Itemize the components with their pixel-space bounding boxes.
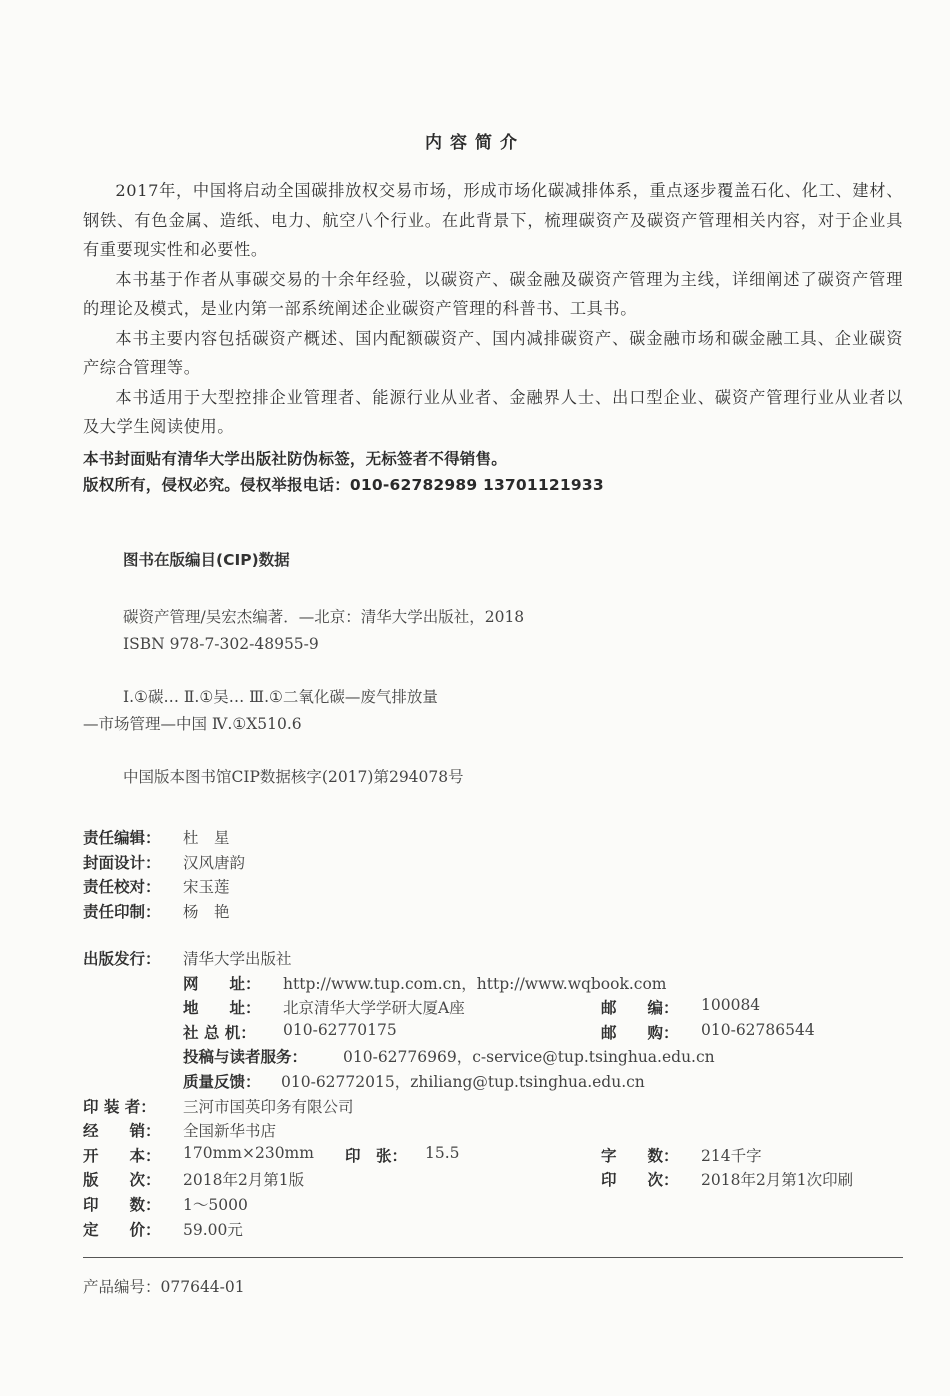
printer-label: 印 装 者： — [83, 1097, 156, 1116]
format-row — [83, 1144, 913, 1169]
distributor-value: 全国新华书店 — [183, 1122, 277, 1141]
website-label: 网 址： — [183, 974, 261, 993]
summary-title: 内容简介 — [425, 133, 525, 153]
cip-class-line: Ⅰ.①碳… Ⅱ.①吴… Ⅲ.①二氧化碳—废气排放量 — [123, 688, 438, 706]
copyright-notice — [83, 446, 903, 498]
staff-value: 杜 星 — [183, 829, 230, 847]
cip-main-line: 碳资产管理/吴宏杰编著．—北京：清华大学出版社，2018 — [123, 608, 525, 626]
postcode-label: 邮 编： — [601, 999, 679, 1018]
print-run-row — [83, 1193, 913, 1218]
price-label: 定 价： — [83, 1220, 161, 1239]
service-row — [83, 1045, 913, 1070]
cip-class-line: —市场管理—中国 Ⅳ.①X510.6 — [83, 715, 302, 733]
website-row — [83, 972, 913, 997]
summary-paragraph: 本书基于作者从事碳交易的十余年经验，以碳资产、碳金融及碳资产管理为主线，详细阐述了碳资产管理的理论及模式，是业内第一部系统阐述企业碳资产管理的科普书、工具书。 — [83, 269, 903, 318]
impression-value: 2018年2月第1次印刷 — [701, 1171, 854, 1190]
summary-paragraph: 2017年，中国将启动全国碳排放权交易市场，形成市场化碳减排体系，重点逐步覆盖石化、化工、建材、钢铁、有色金属、造纸、电力、航空八个行业。在此背景下，梳理碳资产及碳资产管理相关内容，对于企业具有重要现实性和必要性。 — [83, 181, 903, 259]
anti-counterfeit-notice: 本书封面贴有清华大学出版社防伪标签，无标签者不得销售。 — [83, 450, 507, 468]
divider — [83, 1257, 903, 1258]
cip-number: 中国版本图书馆CIP数据核字(2017)第294078号 — [123, 768, 464, 786]
publisher-row — [83, 947, 913, 972]
staff-value: 宋玉莲 — [183, 878, 230, 897]
staff-row — [83, 875, 245, 900]
mail-order-value: 010-62786544 — [701, 1020, 815, 1039]
impression-label: 印 次： — [601, 1171, 679, 1190]
staff-label: 封面设计： — [83, 853, 161, 872]
staff-credits — [83, 826, 245, 924]
feedback-row — [83, 1070, 913, 1095]
product-number: 产品编号：077644-01 — [83, 1278, 245, 1296]
infringement-hotline: 版权所有，侵权必究。侵权举报电话：010-62782989 13701121933 — [83, 476, 604, 494]
word-count-label: 字 数： — [601, 1146, 679, 1165]
printer-row — [83, 1095, 913, 1120]
price-value: 59.00元 — [183, 1220, 243, 1239]
cip-isbn: ISBN 978-7-302-48955-9 — [123, 635, 319, 653]
staff-row — [83, 900, 245, 925]
address-value: 北京清华大学学研大厦A座 — [283, 999, 465, 1018]
service-label: 投稿与读者服务： — [183, 1048, 308, 1067]
edition-value: 2018年2月第1版 — [183, 1171, 305, 1190]
address-row — [83, 996, 913, 1021]
sheets-label: 印 张： — [345, 1146, 408, 1165]
price-row — [83, 1218, 913, 1243]
cip-heading: 图书在版编目(CIP)数据 — [123, 551, 290, 569]
staff-label: 责任印制： — [83, 902, 161, 921]
publisher-name: 清华大学出版社 — [183, 950, 292, 968]
switchboard-label: 社 总 机： — [183, 1023, 256, 1042]
cip-classification — [83, 684, 438, 738]
cip-record — [123, 604, 524, 658]
word-count-value: 214千字 — [701, 1146, 762, 1165]
print-run-value: 1～5000 — [183, 1195, 248, 1214]
postcode-value: 100084 — [701, 996, 761, 1015]
distributor-row — [83, 1119, 913, 1144]
staff-value: 杨 艳 — [183, 902, 230, 921]
publisher-label: 出版发行： — [83, 950, 161, 968]
distributor-label: 经 销： — [83, 1122, 161, 1141]
print-run-label: 印 数： — [83, 1195, 161, 1214]
printer-value: 三河市国英印务有限公司 — [183, 1097, 354, 1116]
service-value: 010-62776969，c-service@tup.tsinghua.edu.cn — [343, 1048, 715, 1067]
staff-value: 汉风唐韵 — [183, 853, 246, 872]
summary-body — [83, 176, 903, 442]
switchboard-row — [83, 1021, 913, 1046]
mail-order-label: 邮 购： — [601, 1023, 679, 1042]
staff-label: 责任校对： — [83, 878, 161, 897]
summary-paragraph: 本书适用于大型控排企业管理者、能源行业从业者、金融界人士、出口型企业、碳资产管理行业从业者以及大学生阅读使用。 — [83, 387, 903, 436]
format-label: 开 本： — [83, 1146, 161, 1165]
edition-label: 版 次： — [83, 1171, 161, 1190]
edition-row — [83, 1168, 913, 1193]
summary-paragraph: 本书主要内容包括碳资产概述、国内配额碳资产、国内减排碳资产、碳金融市场和碳金融工具、企业碳资产综合管理等。 — [83, 328, 903, 377]
feedback-label: 质量反馈： — [183, 1072, 261, 1091]
staff-label: 责任编辑： — [83, 829, 161, 847]
format-value: 170mm×230mm — [183, 1143, 314, 1162]
switchboard-value: 010-62770175 — [283, 1020, 397, 1039]
website-value: http://www.tup.com.cn，http://www.wqbook.com — [283, 974, 667, 993]
feedback-value: 010-62772015，zhiliang@tup.tsinghua.edu.cn — [281, 1072, 645, 1091]
staff-row — [83, 826, 245, 851]
staff-row — [83, 851, 245, 876]
address-label: 地 址： — [183, 999, 261, 1018]
sheets-value: 15.5 — [425, 1143, 460, 1162]
publication-info — [83, 947, 913, 1242]
